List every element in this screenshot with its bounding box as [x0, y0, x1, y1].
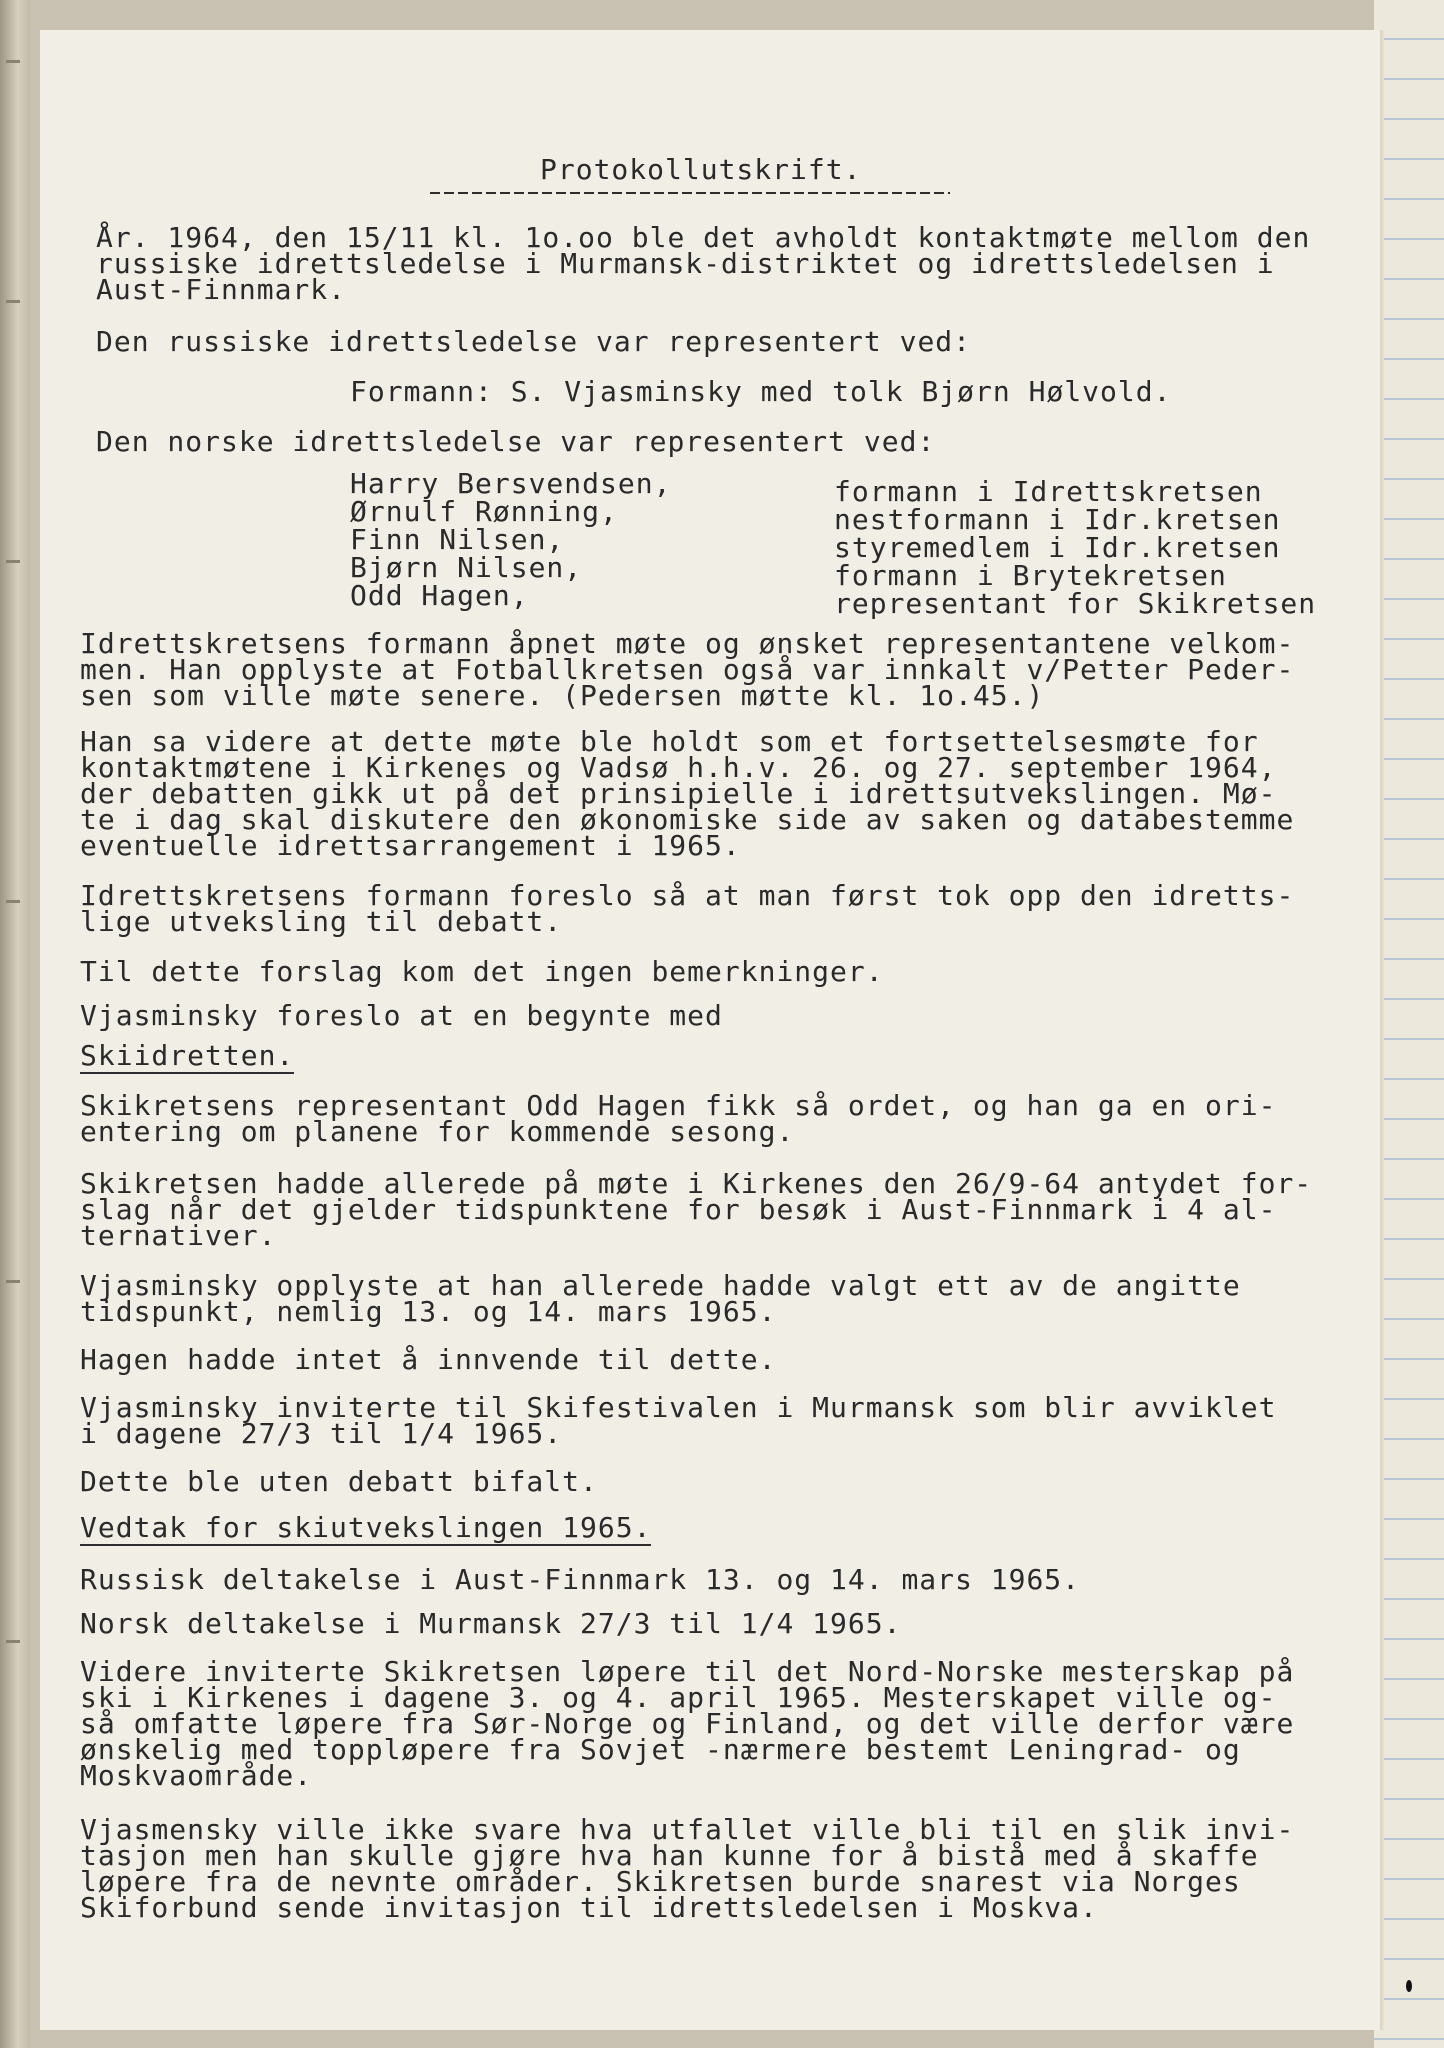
paragraph-line: Skikretsens representant Odd Hagen fikk så ordet, og han ga en ori-: [80, 1089, 1277, 1122]
rep-name: Finn Nilsen,: [350, 523, 565, 556]
binder-mark: [6, 60, 20, 63]
rep-role: formann i Brytekretsen: [834, 559, 1227, 592]
paragraph-line: Russisk deltakelse i Aust-Finnmark 13. og 14. mars 1965.: [80, 1563, 1081, 1596]
paragraph-line: Norsk deltakelse i Murmansk 27/3 til 1/4 1965.: [80, 1607, 902, 1640]
paragraph-line: Vjasminsky inviterte til Skifestivalen i Murmansk som blir avviklet: [80, 1391, 1277, 1424]
binder-mark: [6, 900, 20, 903]
paragraph-line: der debatten gikk ut på det prinsipielle i idrettsutvekslingen. Mø-: [80, 777, 1277, 810]
paragraph-line: Til dette forslag kom det ingen bemerkninger.: [80, 955, 884, 988]
rep-name: Odd Hagen,: [350, 579, 529, 612]
rep-name: Harry Bersvendsen,: [350, 467, 672, 500]
russian-rep-heading: Den russiske idrettsledelse var representert ved:: [96, 325, 972, 358]
paragraph-line: Vjasminsky opplyste at han allerede hadde valgt ett av de angitte: [80, 1269, 1241, 1302]
ink-spot: [1406, 1980, 1412, 1992]
paragraph-line: kontaktmøtene i Kirkenes og Vadsø h.h.v. 26. og 27. september 1964,: [80, 751, 1277, 784]
paragraph-line: ski i Kirkenes i dagene 3. og 4. april 1965. Mesterskapet ville og-: [80, 1681, 1277, 1714]
protocol-text: [40, 30, 1380, 2030]
paragraph-line: Skikretsen hadde allerede på møte i Kirkenes den 26/9-64 antydet for-: [80, 1167, 1313, 1200]
rep-name: Bjørn Nilsen,: [350, 551, 583, 584]
paragraph-line: men. Han opplyste at Fotballkretsen også var innkalt v/Petter Peder-: [80, 653, 1295, 686]
paragraph-line: tidspunkt, nemlig 13. og 14. mars 1965.: [80, 1295, 777, 1328]
section-heading-vedtak: Vedtak for skiutvekslingen 1965.: [80, 1511, 652, 1544]
paragraph-line: ternativer.: [80, 1219, 277, 1252]
title-rule: [430, 192, 950, 194]
paragraph-line: Idrettskretsens formann åpnet møte og ønsket representantene velkom-: [80, 627, 1295, 660]
intro-line: Aust-Finnmark.: [96, 273, 347, 306]
paragraph-line: lige utveksling til debatt.: [80, 905, 563, 938]
paragraph-line: Skiforbund sende invitasjon til idrettsledelsen i Moskva.: [80, 1891, 1098, 1924]
document-title: Protokollutskrift.: [540, 153, 862, 186]
rep-role: styremedlem i Idr.kretsen: [834, 531, 1281, 564]
norwegian-rep-heading: Den norske idrettsledelse var representert ved:: [96, 425, 936, 458]
document-page: [40, 30, 1380, 2030]
paragraph-line: Videre inviterte Skikretsen løpere til det Nord-Norske mesterskap på: [80, 1655, 1295, 1688]
paragraph-line: så omfatte løpere fra Sør-Norge og Finland, og det ville derfor være: [80, 1707, 1295, 1740]
intro-line: År. 1964, den 15/11 kl. 1o.oo ble det avholdt kontaktmøte mellom den: [96, 221, 1311, 254]
section-heading-ski: Skiidretten.: [80, 1039, 295, 1072]
paragraph-line: ønskelig med toppløpere fra Sovjet -nærmere bestemt Leningrad- og: [80, 1733, 1241, 1766]
rep-role: nestformann i Idr.kretsen: [834, 503, 1281, 536]
binder-mark: [6, 560, 20, 563]
paragraph-line: Idrettskretsens formann foreslo så at man først tok opp den idretts-: [80, 879, 1295, 912]
paragraph-line: entering om planene for kommende sesong.: [80, 1115, 795, 1148]
paragraph-line: Hagen hadde intet å innvende til dette.: [80, 1343, 777, 1376]
binder-mark: [6, 300, 20, 303]
binder-edge: [0, 0, 30, 2048]
russian-rep-line: Formann: S. Vjasminsky med tolk Bjørn Hølvold.: [350, 375, 1172, 408]
paragraph-line: Vjasmensky ville ikke svare hva utfallet ville bli til en slik invi-: [80, 1813, 1295, 1846]
lined-sheet-behind: [1374, 0, 1444, 2048]
binder-mark: [6, 1280, 20, 1283]
paragraph-line: sen som ville møte senere. (Pedersen møtte kl. 1o.45.): [80, 679, 1045, 712]
paragraph-line: Han sa videre at dette møte ble holdt som et fortsettelsesmøte for: [80, 725, 1259, 758]
paragraph-line: eventuelle idrettsarrangement i 1965.: [80, 829, 741, 862]
paragraph-line: løpere fra de nevnte områder. Skikretsen burde snarest via Norges: [80, 1865, 1241, 1898]
rep-role: formann i Idrettskretsen: [834, 475, 1263, 508]
paragraph-line: slag når det gjelder tidspunktene for besøk i Aust-Finnmark i 4 al-: [80, 1193, 1277, 1226]
paragraph-line: tasjon men han skulle gjøre hva han kunne for å bistå med å skaffe: [80, 1839, 1259, 1872]
paragraph-line: te i dag skal diskutere den økonomiske side av saken og databestemme: [80, 803, 1295, 836]
paragraph-line: Moskvaområde.: [80, 1759, 313, 1792]
paragraph-line: Vjasminsky foreslo at en begynte med: [80, 999, 723, 1032]
rep-name: Ørnulf Rønning,: [350, 495, 618, 528]
rep-role: representant for Skikretsen: [834, 587, 1317, 620]
paragraph-line: i dagene 27/3 til 1/4 1965.: [80, 1417, 563, 1450]
binder-mark: [6, 1640, 20, 1643]
intro-line: russiske idrettsledelse i Murmansk-distriktet og idrettsledelsen i: [96, 247, 1275, 280]
paragraph-line: Dette ble uten debatt bifalt.: [80, 1465, 598, 1498]
